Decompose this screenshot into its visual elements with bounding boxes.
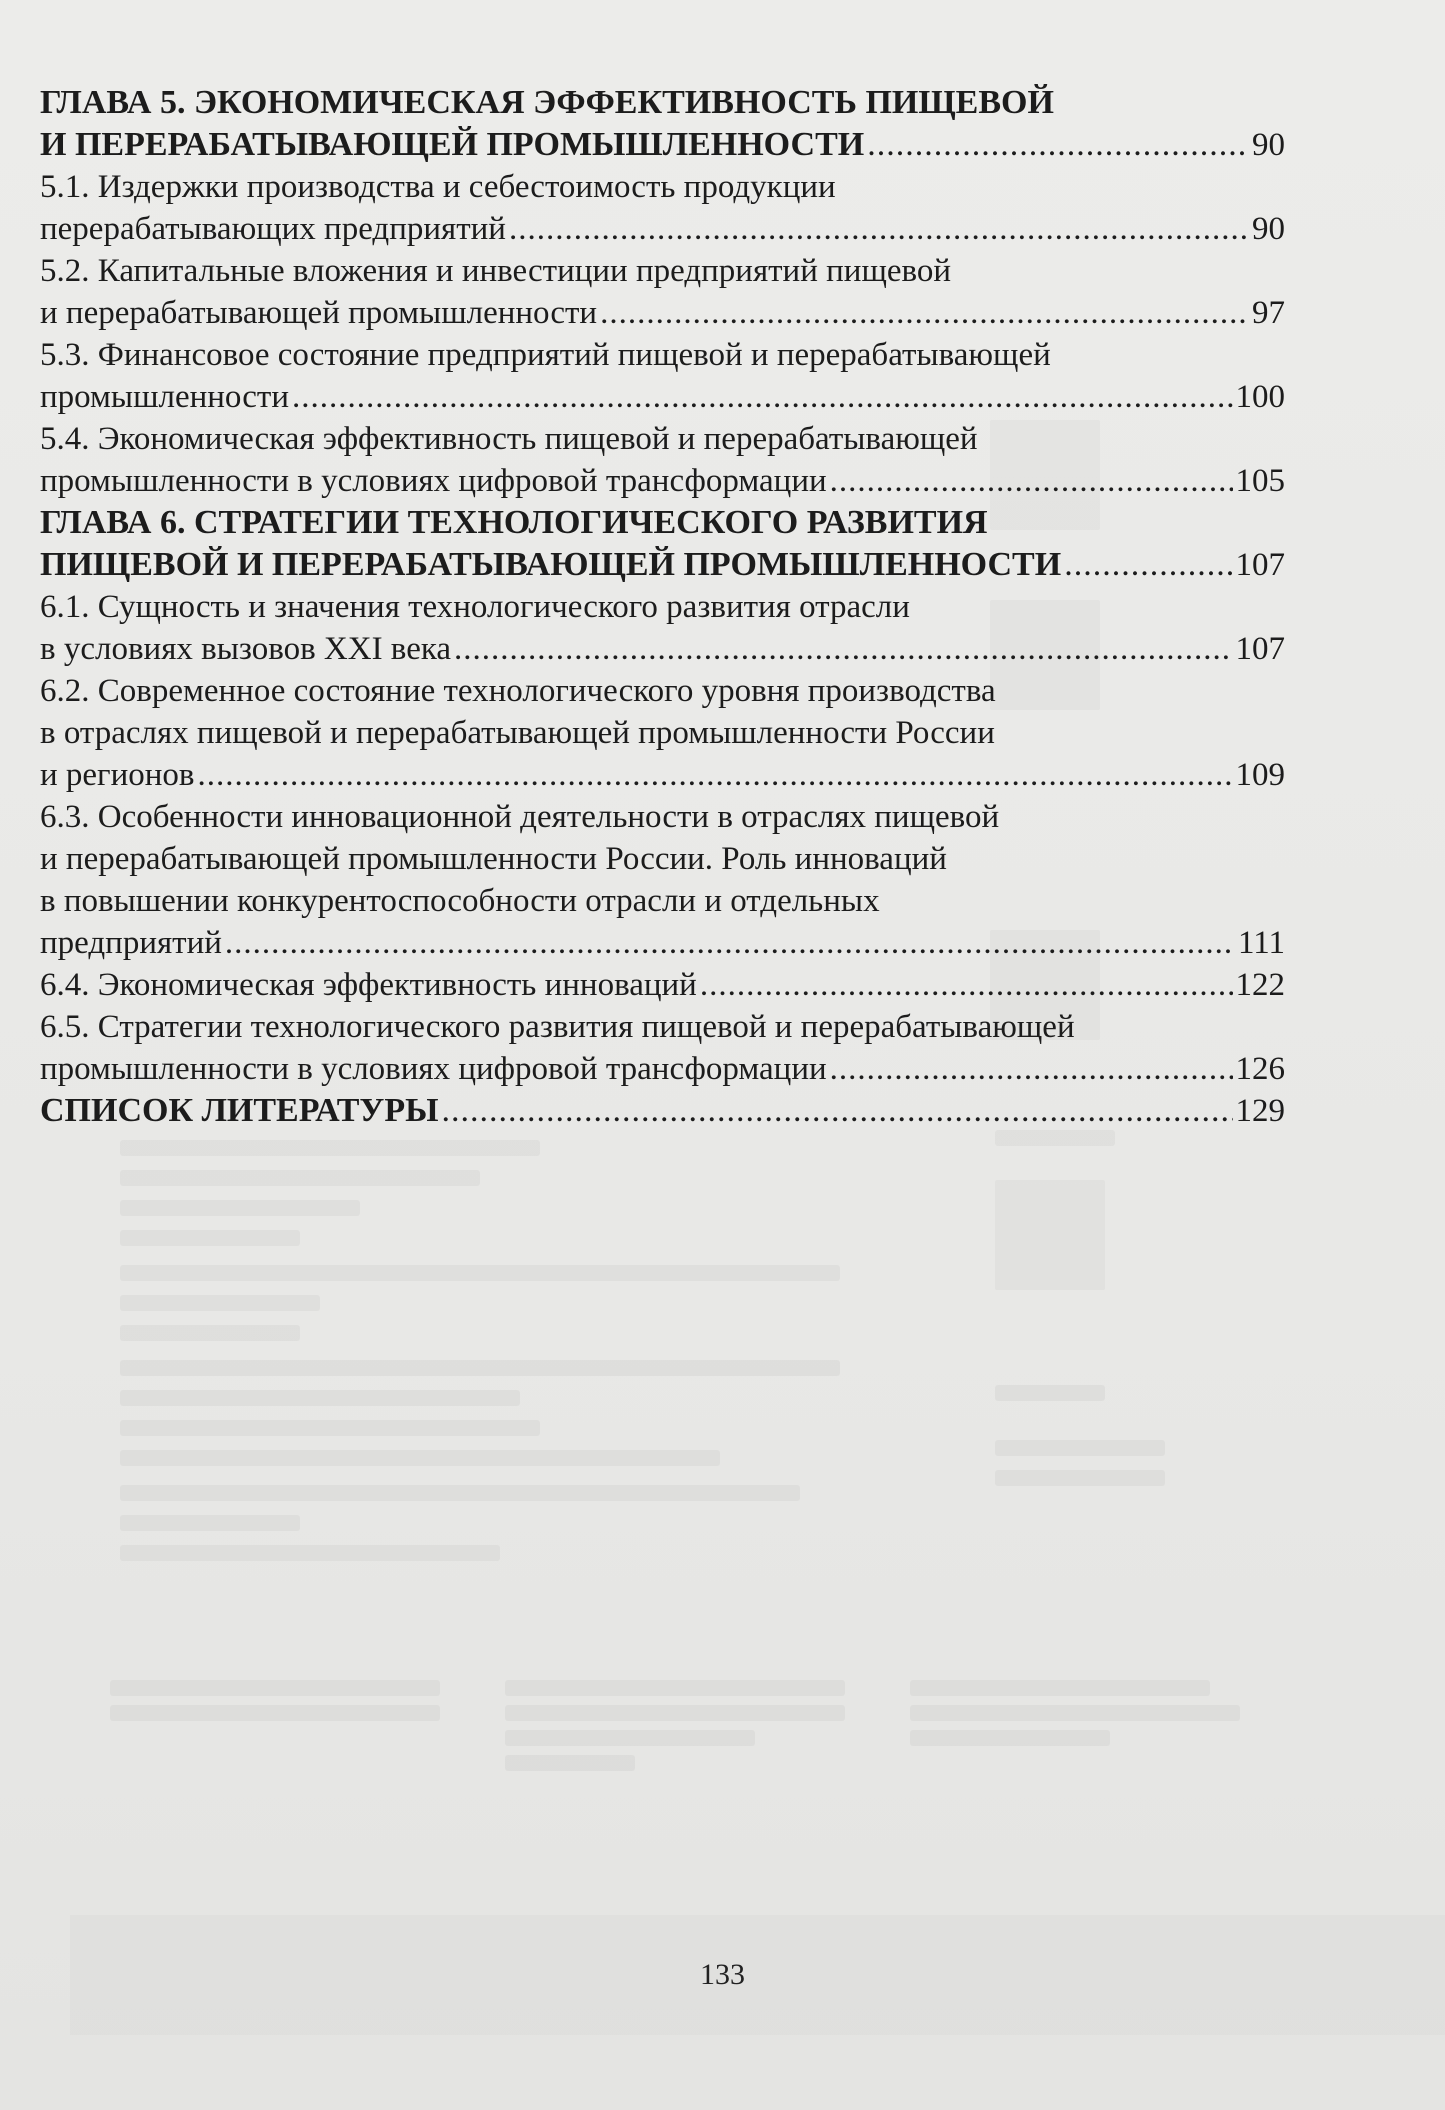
dot-leader: [198, 754, 1233, 796]
toc-line: [40, 376, 1285, 418]
toc-line: [40, 250, 1285, 292]
toc-page-number: 100: [1235, 379, 1285, 415]
toc-page-number: 107: [1235, 631, 1285, 667]
toc-line: [40, 502, 1285, 544]
toc-page-number: 111: [1237, 925, 1285, 961]
toc-page-number: 122: [1235, 967, 1285, 1003]
toc-entry-text: предприятий: [40, 925, 222, 961]
toc-entry-text: 6.3. Особенности инновационной деятельности в отраслях пищевой: [40, 799, 1000, 835]
toc-line: [40, 292, 1285, 334]
table-of-contents: [40, 82, 1285, 1132]
toc-entry-text: 6.1. Сущность и значения технологического развития отрасли: [40, 589, 910, 625]
toc-line: [40, 460, 1285, 502]
page-number: 133: [700, 1958, 745, 1991]
toc-entry-text: И ПЕРЕРАБАТЫВАЮЩЕЙ ПРОМЫШЛЕННОСТИ: [40, 126, 865, 163]
toc-entry-text: 6.2. Современное состояние технологического уровня производства: [40, 673, 996, 709]
toc-page-number: 90: [1252, 211, 1285, 247]
toc-section-entry: [40, 166, 1285, 250]
toc-section-entry: [40, 250, 1285, 334]
dot-leader: [830, 1048, 1233, 1090]
toc-line: [40, 1048, 1285, 1090]
toc-page-number: 107: [1235, 547, 1285, 583]
toc-entry-text: ГЛАВА 5. ЭКОНОМИЧЕСКАЯ ЭФФЕКТИВНОСТЬ ПИЩЕВОЙ: [40, 84, 1054, 121]
toc-line: [40, 124, 1285, 166]
toc-line: [40, 964, 1285, 1006]
toc-entry-text: промышленности в условиях цифровой трансформации: [40, 1051, 827, 1087]
toc-entry-text: и перерабатывающей промышленности: [40, 295, 598, 331]
toc-entry-text: 6.5. Стратегии технологического развития пищевой и перерабатывающей: [40, 1009, 1075, 1045]
toc-line: [40, 418, 1285, 460]
toc-section-entry: [40, 586, 1285, 670]
toc-entry-text: промышленности: [40, 379, 289, 415]
dot-leader: [830, 460, 1233, 502]
toc-entry-text: 5.2. Капитальные вложения и инвестиции предприятий пищевой: [40, 253, 952, 289]
toc-entry-text: СПИСОК ЛИТЕРАТУРЫ: [40, 1092, 439, 1129]
toc-line: [40, 628, 1285, 670]
toc-page-number: 105: [1235, 463, 1285, 499]
toc-line: [40, 208, 1285, 250]
toc-line: [40, 754, 1285, 796]
dot-leader: [1064, 544, 1232, 586]
toc-line: [40, 796, 1285, 838]
toc-entry-text: ПИЩЕВОЙ И ПЕРЕРАБАТЫВАЮЩЕЙ ПРОМЫШЛЕННОСТИ: [40, 546, 1062, 583]
dot-leader: [454, 628, 1232, 670]
toc-page-number: 97: [1252, 295, 1285, 331]
toc-entry-text: в отраслях пищевой и перерабатывающей промышленности России: [40, 715, 995, 751]
toc-section-entry: [40, 418, 1285, 502]
toc-section-entry: [40, 334, 1285, 418]
toc-entry-text: 5.4. Экономическая эффективность пищевой и перерабатывающей: [40, 421, 978, 457]
dot-leader: [600, 292, 1249, 334]
dot-leader: [700, 964, 1233, 1006]
toc-section-entry: [40, 964, 1285, 1006]
toc-page-number: 126: [1235, 1051, 1285, 1087]
toc-entry-text: промышленности в условиях цифровой трансформации: [40, 463, 827, 499]
toc-entry-text: и регионов: [40, 757, 195, 793]
toc-chapter-entry: [40, 1090, 1285, 1132]
toc-entry-text: 5.3. Финансовое состояние предприятий пищевой и перерабатывающей: [40, 337, 1051, 373]
toc-line: [40, 586, 1285, 628]
toc-line: [40, 670, 1285, 712]
toc-line: [40, 712, 1285, 754]
toc-entry-text: 6.4. Экономическая эффективность инноваций: [40, 967, 697, 1003]
dot-leader: [867, 124, 1249, 166]
toc-line: [40, 838, 1285, 880]
toc-entry-text: перерабатывающих предприятий: [40, 211, 506, 247]
toc-line: [40, 1006, 1285, 1048]
toc-line: [40, 166, 1285, 208]
toc-section-entry: [40, 1006, 1285, 1090]
dot-leader: [442, 1090, 1233, 1132]
dot-leader: [225, 922, 1235, 964]
toc-line: [40, 544, 1285, 586]
toc-entry-text: в повышении конкурентоспособности отрасли и отдельных: [40, 883, 880, 919]
toc-line: [40, 922, 1285, 964]
toc-entry-text: 5.1. Издержки производства и себестоимость продукции: [40, 169, 836, 205]
dot-leader: [509, 208, 1249, 250]
toc-line: [40, 1090, 1285, 1132]
toc-line: [40, 82, 1285, 124]
toc-page-number: 109: [1235, 757, 1285, 793]
toc-section-entry: [40, 670, 1285, 796]
toc-line: [40, 334, 1285, 376]
toc-chapter-entry: [40, 82, 1285, 166]
toc-page-number: 90: [1252, 127, 1285, 163]
toc-chapter-entry: [40, 502, 1285, 586]
toc-page-number: 129: [1235, 1093, 1285, 1129]
toc-section-entry: [40, 796, 1285, 964]
toc-entry-text: в условиях вызовов XXI века: [40, 631, 452, 667]
toc-entry-text: ГЛАВА 6. СТРАТЕГИИ ТЕХНОЛОГИЧЕСКОГО РАЗВИТИЯ: [40, 504, 988, 541]
toc-line: [40, 880, 1285, 922]
toc-entry-text: и перерабатывающей промышленности России. Роль инноваций: [40, 841, 947, 877]
dot-leader: [292, 376, 1233, 418]
